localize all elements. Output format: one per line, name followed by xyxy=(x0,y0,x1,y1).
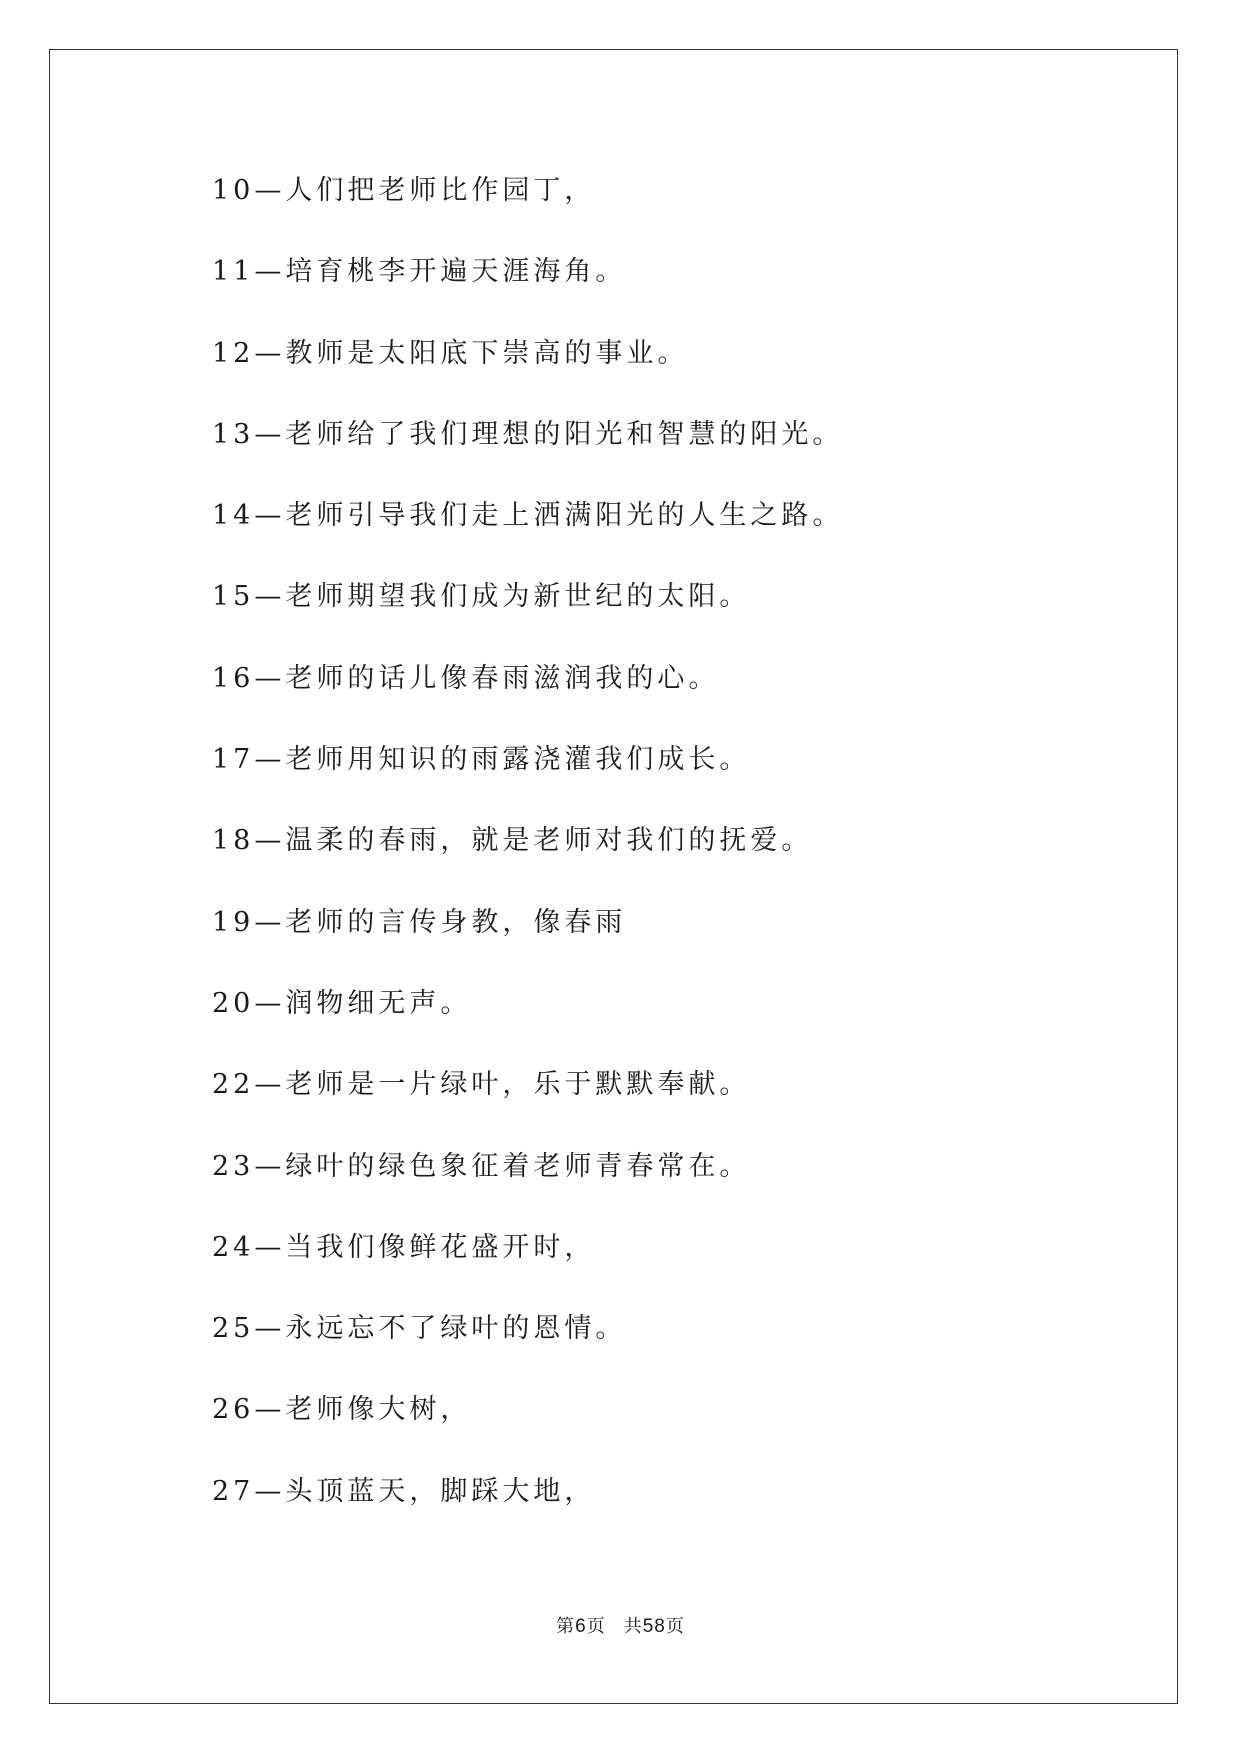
footer-total-suffix: 页 xyxy=(665,1616,685,1637)
text-lines xyxy=(212,168,843,1550)
text-line: 14—老师引导我们走上洒满阳光的人生之路。 xyxy=(212,500,844,532)
footer-page-word: 页 xyxy=(586,1616,606,1637)
text-line: 18—温柔的春雨，就是老师对我们的抚爱。 xyxy=(212,825,813,857)
page-footer xyxy=(0,1612,1241,1638)
current-page-number: 6 xyxy=(575,1616,587,1637)
text-line: 19—老师的言传身教，像春雨 xyxy=(212,906,627,938)
text-line: 26—老师像大树， xyxy=(212,1394,472,1426)
text-line: 13—老师给了我们理想的阳光和智慧的阳光。 xyxy=(212,418,844,450)
text-line: 17—老师用知识的雨露浇灌我们成长。 xyxy=(212,744,751,776)
text-line: 15—老师期望我们成为新世纪的太阳。 xyxy=(212,581,751,613)
footer-prefix: 第 xyxy=(556,1616,576,1637)
text-line: 16—老师的话儿像春雨滋润我的心。 xyxy=(212,662,720,694)
text-line: 24—当我们像鲜花盛开时， xyxy=(212,1231,596,1263)
footer-total-prefix: 共 xyxy=(623,1616,643,1637)
text-line: 25—永远忘不了绿叶的恩情。 xyxy=(212,1313,627,1345)
text-line: 22—老师是一片绿叶，乐于默默奉献。 xyxy=(212,1069,751,1101)
text-line: 23—绿叶的绿色象征着老师青春常在。 xyxy=(212,1150,751,1182)
text-line: 12—教师是太阳底下崇高的事业。 xyxy=(212,337,689,369)
text-line: 11—培育桃李开遍天涯海角。 xyxy=(212,256,627,288)
text-line: 27—头顶蓝天，脚踩大地， xyxy=(212,1475,596,1507)
text-line: 10—人们把老师比作园丁， xyxy=(212,175,596,206)
total-pages-number: 58 xyxy=(642,1616,666,1637)
text-line: 20—润物细无声。 xyxy=(212,987,472,1019)
